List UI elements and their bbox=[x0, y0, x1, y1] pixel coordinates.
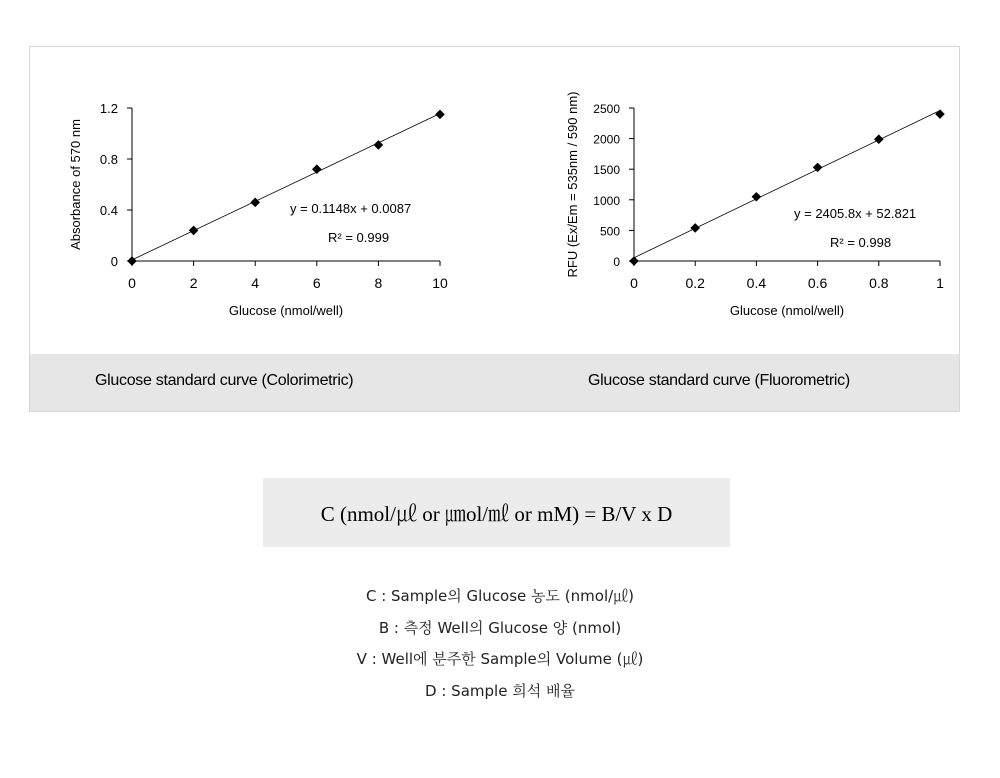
trendline bbox=[132, 114, 440, 260]
y-tick-label: 2500 bbox=[593, 102, 620, 116]
y-tick-label: 2000 bbox=[593, 132, 620, 147]
data-point bbox=[312, 164, 322, 174]
standard-curves-panel bbox=[29, 46, 960, 412]
data-point bbox=[127, 256, 137, 266]
definition-b: B : 측정 Well의 Glucose 양 (nmol) bbox=[378, 618, 622, 637]
y-tick-label: 0.8 bbox=[99, 152, 118, 167]
x-tick-label: 1 bbox=[936, 275, 944, 291]
y-axis-label: Absorbance of 570 nm bbox=[68, 119, 83, 250]
data-point bbox=[935, 109, 945, 119]
x-tick-label: 8 bbox=[374, 275, 383, 291]
caption-bar bbox=[30, 354, 959, 411]
x-tick-label: 0.4 bbox=[746, 275, 767, 291]
definition-c: C : Sample의 Glucose 농도 (nmol/㎕) bbox=[365, 587, 635, 605]
r-squared-value: R² = 0.999 bbox=[328, 230, 390, 245]
y-tick-label: 1500 bbox=[593, 163, 620, 178]
x-tick-label: 0 bbox=[630, 275, 638, 291]
formula-definitions bbox=[0, 581, 1000, 707]
data-point bbox=[189, 226, 199, 236]
data-point bbox=[435, 110, 445, 120]
definition-d: D : Sample 희석 배율 bbox=[425, 681, 575, 700]
x-tick-label: 0 bbox=[128, 275, 136, 291]
y-tick-label: 0.4 bbox=[99, 203, 118, 218]
colorimetric-chart bbox=[30, 47, 470, 347]
x-tick-label: 4 bbox=[251, 275, 260, 291]
definition-v: V : Well에 분주한 Sample의 Volume (㎕) bbox=[356, 650, 644, 668]
trendline-equation: y = 2405.8x + 52.821 bbox=[794, 206, 917, 221]
y-tick-label: 0 bbox=[613, 255, 620, 269]
formula-text: C (nmol/㎕ or ㎛ol/㎖ or mM) = B/V x D bbox=[320, 501, 673, 526]
y-tick-label: 1000 bbox=[593, 193, 620, 208]
y-tick-label: 0 bbox=[110, 254, 118, 269]
trendline-equation: y = 0.1148x + 0.0087 bbox=[290, 201, 412, 216]
fluorometric-chart bbox=[490, 47, 960, 347]
x-tick-label: 0.2 bbox=[685, 275, 705, 291]
data-point bbox=[629, 256, 639, 266]
colorimetric-caption: Glucose standard curve (Colorimetric) bbox=[95, 372, 354, 389]
x-tick-label: 10 bbox=[432, 275, 448, 291]
concentration-formula bbox=[263, 478, 730, 547]
data-point bbox=[690, 223, 700, 233]
x-tick-label: 6 bbox=[312, 275, 321, 291]
x-tick-label: 0.8 bbox=[869, 275, 889, 291]
y-tick-label: 500 bbox=[599, 224, 620, 239]
data-point bbox=[250, 198, 260, 208]
y-tick-label: 1.2 bbox=[99, 101, 118, 116]
trendline bbox=[634, 111, 940, 258]
x-axis-label: Glucose (nmol/well) bbox=[228, 303, 344, 318]
data-point bbox=[874, 134, 884, 144]
y-axis-label: RFU (Ex/Em = 535nm / 590 nm) bbox=[565, 91, 580, 278]
r-squared-value: R² = 0.998 bbox=[830, 235, 892, 250]
x-axis-label: Glucose (nmol/well) bbox=[729, 303, 845, 318]
fluorometric-caption: Glucose standard curve (Fluorometric) bbox=[588, 372, 850, 389]
x-tick-label: 2 bbox=[189, 275, 198, 291]
x-tick-label: 0.6 bbox=[807, 275, 828, 291]
